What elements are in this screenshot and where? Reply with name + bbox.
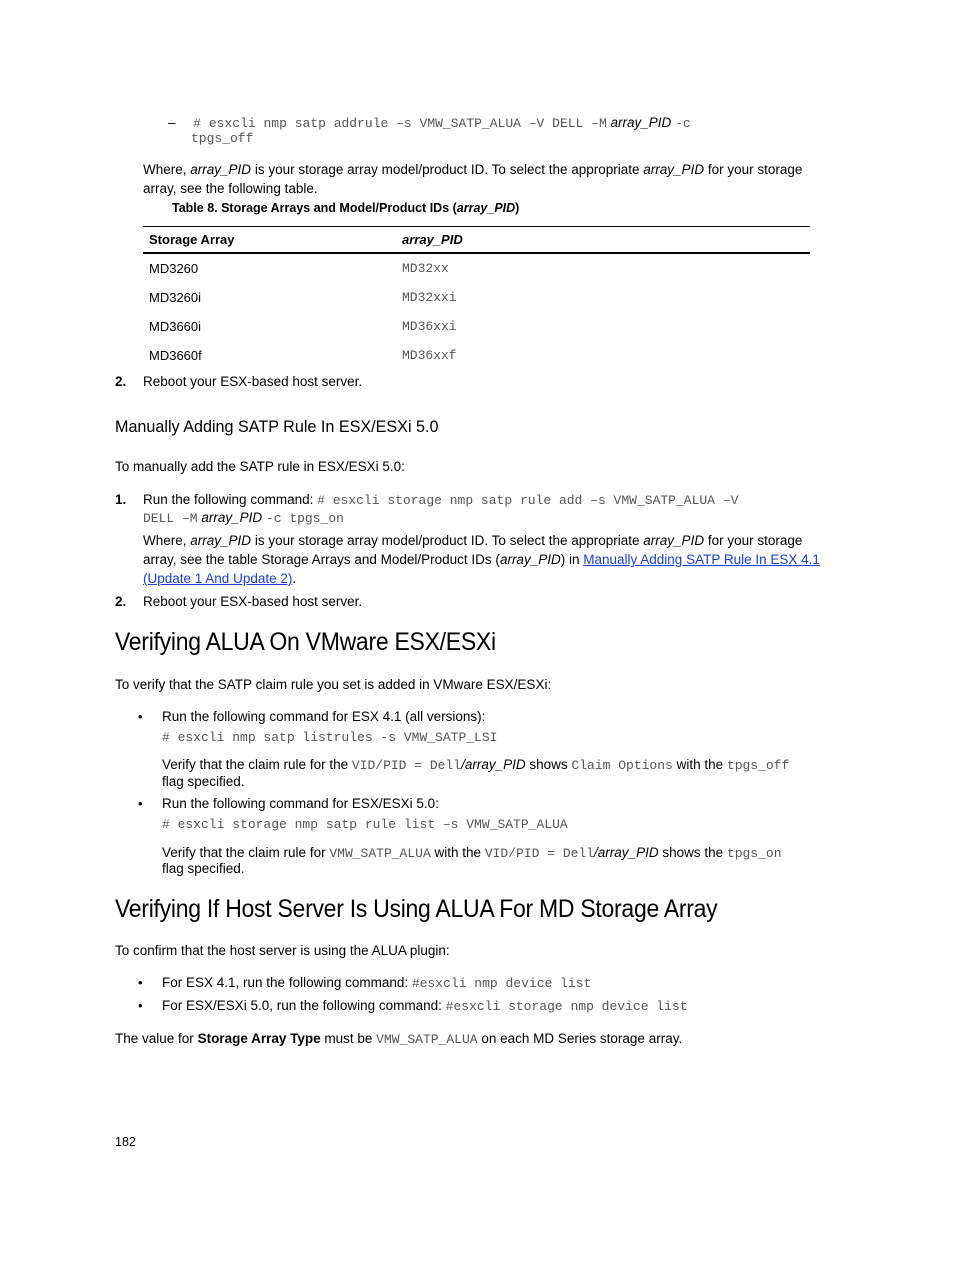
text: Table 8. Storage Arrays and Model/Product IDs ( <box>172 201 457 215</box>
pid-italic: array_PID <box>610 115 672 130</box>
bullet-text <box>162 996 688 1016</box>
text: Run the following command: <box>143 492 314 507</box>
text: The value for <box>115 1031 194 1046</box>
command-flag: -c <box>675 116 691 131</box>
code: VMW_SATP_ALUA <box>376 1032 478 1047</box>
table-row <box>143 312 810 341</box>
cell-pid: MD32xxi <box>402 290 457 305</box>
table-row <box>143 341 810 370</box>
pid-italic: /array_PID <box>594 845 659 860</box>
pid-italic: array_PID <box>643 533 705 548</box>
code: VMW_SATP_ALUA <box>329 846 431 861</box>
code: tpgs_on <box>726 846 782 861</box>
text: must be <box>324 1031 373 1046</box>
section-heading-verify-alua: Verifying ALUA On VMware ESX/ESXi <box>115 628 496 656</box>
cell-array: MD3660f <box>149 348 202 363</box>
verify-line <box>162 755 789 775</box>
verify-line-cont: flag specified. <box>162 861 245 876</box>
table-header-row <box>143 227 810 254</box>
text: on each MD Series storage array. <box>481 1031 683 1046</box>
where-paragraph-cont2 <box>143 569 296 588</box>
code: VID/PID = Dell <box>484 846 595 861</box>
cell-array: MD3660i <box>149 319 202 334</box>
command-text: # esxcli nmp satp addrule –s VMW_SATP_ALUA –V DELL –M <box>193 116 607 131</box>
text: ) <box>515 201 520 215</box>
text: Verify that the claim rule for <box>162 845 326 860</box>
section-heading-satp-50: Manually Adding SATP Rule In ESX/ESXi 5.0 <box>115 417 439 436</box>
pid-italic: array_PID <box>456 201 516 215</box>
bullet-icon: • <box>138 998 143 1013</box>
command-text: -c tpgs_on <box>265 511 344 526</box>
command-text: # esxcli storage nmp satp rule add –s VMW_SATP_ALUA –V <box>317 493 739 508</box>
cell-pid: MD36xxi <box>402 319 457 334</box>
command-text: #esxcli storage nmp device list <box>445 999 688 1014</box>
final-paragraph <box>115 1029 682 1049</box>
verify-line-cont: flag specified. <box>162 774 245 789</box>
text: array, see the table Storage Arrays and Model/Product IDs ( <box>143 552 500 567</box>
section-intro: To confirm that the host server is using the ALUA plugin: <box>115 943 450 958</box>
text: is your storage array model/product ID. To select the appropriate <box>254 162 640 177</box>
code: tpgs_off <box>726 758 790 773</box>
where-paragraph <box>143 160 802 179</box>
step1-line <box>143 490 738 510</box>
code: VID/PID = Dell <box>351 758 462 773</box>
pid-italic: array_PID <box>643 162 705 177</box>
bold-text: Storage Array Type <box>197 1031 321 1046</box>
text: with the <box>676 757 724 772</box>
text: Where, <box>143 533 187 548</box>
pid-italic: array_PID <box>190 162 252 177</box>
pid-italic: array_PID <box>499 552 561 567</box>
pid-italic: array_PID <box>190 533 252 548</box>
dash: – <box>168 115 176 130</box>
command-text: # esxcli storage nmp satp rule list –s VMW_SATP_ALUA <box>162 817 568 832</box>
step-text: Reboot your ESX-based host server. <box>143 374 363 389</box>
text: for your storage <box>707 162 803 177</box>
bullet-text: Run the following command for ESX/ESXi 5.0: <box>162 796 439 811</box>
text: with the <box>434 845 482 860</box>
step-number: 2. <box>115 594 127 609</box>
page-number: 182 <box>115 1135 136 1149</box>
table-row <box>143 283 810 312</box>
section-intro: To verify that the SATP claim rule you set is added in VMware ESX/ESXi: <box>115 677 552 692</box>
bullet-text: Run the following command for ESX 4.1 (all versions): <box>162 709 486 724</box>
where-paragraph-cont <box>143 550 820 569</box>
step1-line-cont <box>143 508 344 528</box>
text: For ESX 4.1, run the following command: <box>162 975 409 990</box>
cross-reference-link[interactable]: Manually Adding SATP Rule In ESX 4.1 <box>583 552 820 567</box>
text: Verify that the claim rule for the <box>162 757 349 772</box>
section-intro: To manually add the SATP rule in ESX/ESXi 5.0: <box>115 459 405 474</box>
cell-pid: MD36xxf <box>402 348 457 363</box>
command-text: # esxcli nmp satp listrules -s VMW_SATP_LSI <box>162 730 498 745</box>
text: shows <box>529 757 568 772</box>
cell-pid: MD32xx <box>402 261 449 276</box>
storage-array-table <box>143 226 810 370</box>
bullet-icon: • <box>138 709 143 724</box>
step-number: 2. <box>115 374 127 389</box>
pid-italic: array_PID <box>201 510 263 525</box>
bullet-icon: • <box>138 796 143 811</box>
cross-reference-link-cont[interactable]: (Update 1 And Update 2) <box>143 571 293 586</box>
bullet-text <box>162 973 591 993</box>
text: Where, <box>143 162 187 177</box>
where-paragraph <box>143 531 802 550</box>
step-text: Reboot your ESX-based host server. <box>143 594 363 609</box>
pid-italic: /array_PID <box>461 757 526 772</box>
code: Claim Options <box>571 758 673 773</box>
bullet-icon: • <box>138 975 143 990</box>
section-heading-verify-host: Verifying If Host Server Is Using ALUA For MD Storage Array <box>115 895 718 923</box>
where-paragraph-cont: array, see the following table. <box>143 181 318 196</box>
text: is your storage array model/product ID. To select the appropriate <box>254 533 640 548</box>
cell-array: MD3260 <box>149 261 199 276</box>
table-row <box>143 253 810 283</box>
header-array-pid: array_PID <box>396 227 810 254</box>
command-text: DELL –M <box>143 511 198 526</box>
text: For ESX/ESXi 5.0, run the following command: <box>162 998 442 1013</box>
table-caption <box>172 199 519 218</box>
text: ) in <box>560 552 580 567</box>
text: shows the <box>662 845 724 860</box>
cell-array: MD3260i <box>149 290 202 305</box>
verify-line <box>162 843 782 863</box>
step-number: 1. <box>115 492 127 507</box>
command-text: #esxcli nmp device list <box>411 976 592 991</box>
text: for your storage <box>707 533 803 548</box>
text: . <box>292 571 297 586</box>
header-storage-array: Storage Array <box>143 227 396 254</box>
command-continuation: tpgs_off <box>191 131 254 146</box>
